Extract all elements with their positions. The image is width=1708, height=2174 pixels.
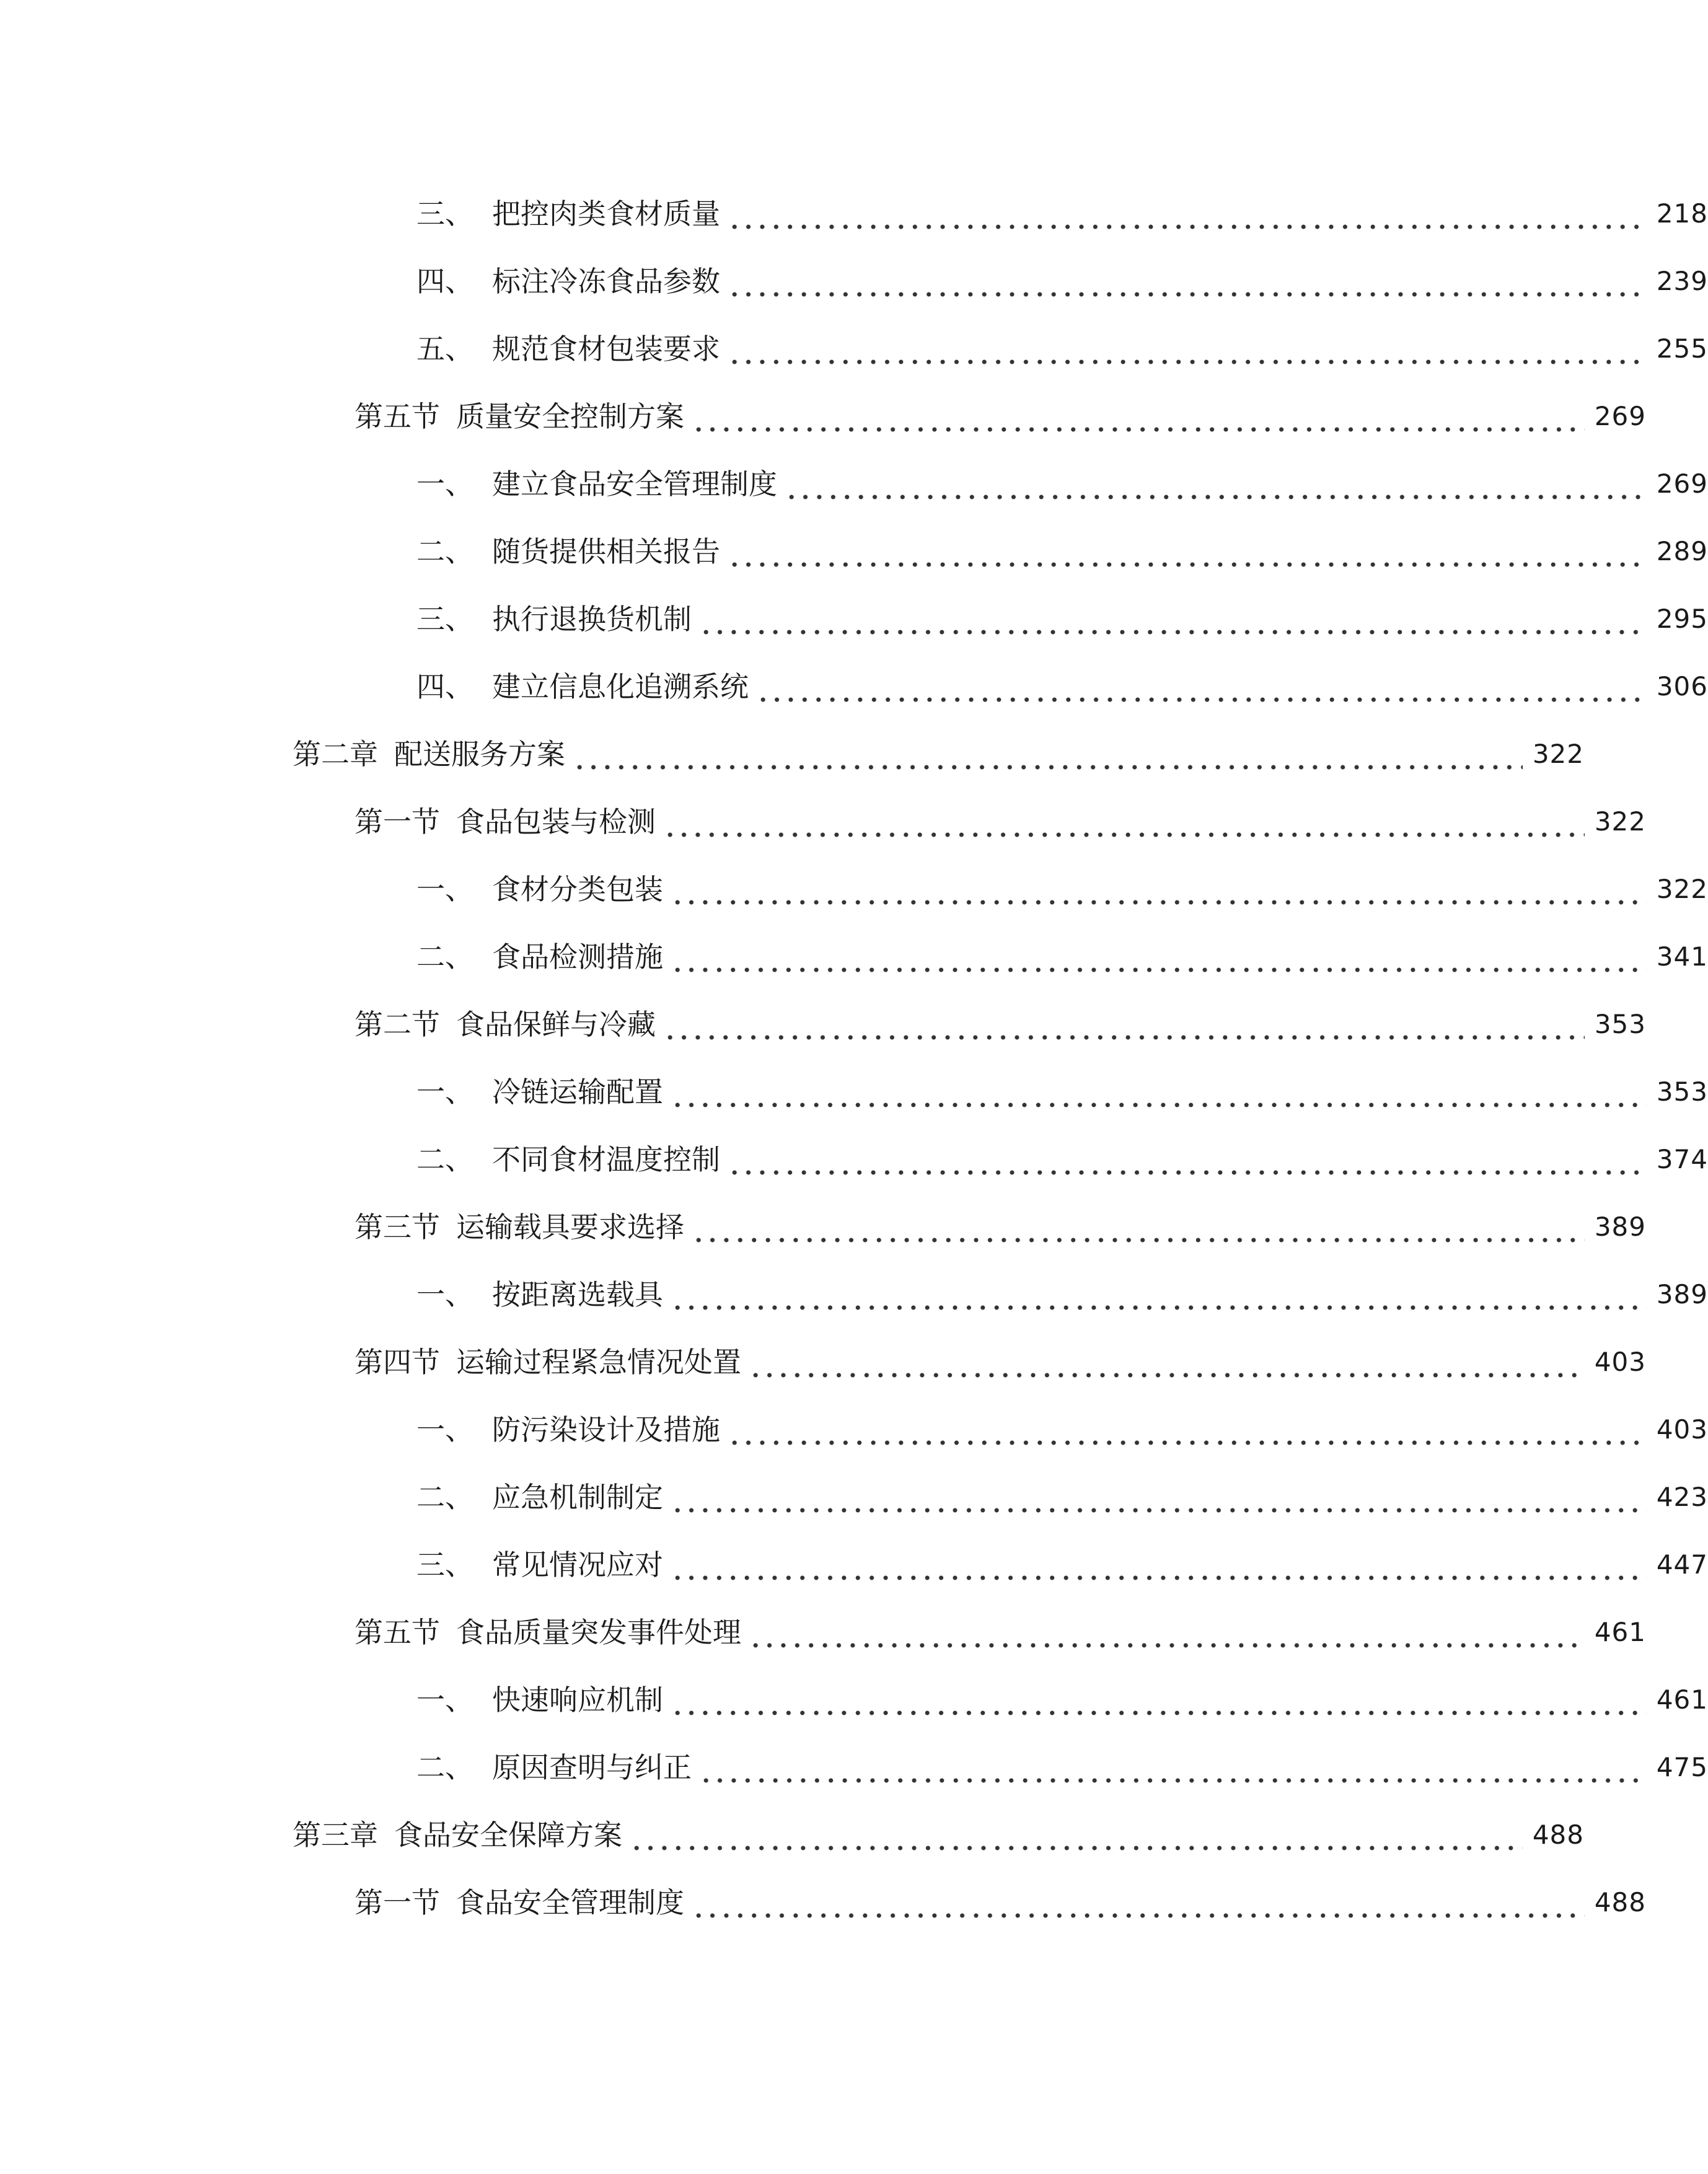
toc-page-number: 218 <box>1656 198 1708 229</box>
toc-entry-number: 一、 <box>416 1413 473 1446</box>
toc-entry[interactable] <box>0 1475 1708 1520</box>
toc-entry-number: 第一节 <box>354 1886 440 1919</box>
toc-entry[interactable] <box>0 1542 1708 1587</box>
dot-leader <box>699 597 1647 641</box>
toc-entry[interactable] <box>0 1272 1708 1317</box>
toc-page-number: 447 <box>1656 1549 1708 1580</box>
toc-entry-number: 第三节 <box>354 1210 440 1244</box>
toc-entry-title: 食品保鲜与冷藏 <box>456 1008 656 1041</box>
toc-page-number: 341 <box>1656 941 1708 972</box>
toc-page-number: 403 <box>1656 1414 1708 1445</box>
toc-entry-title: 常见情况应对 <box>492 1548 663 1582</box>
dot-leader <box>785 462 1647 506</box>
toc-page-number: 461 <box>1656 1684 1708 1715</box>
toc-page-number: 269 <box>1594 401 1646 431</box>
toc-entry-number: 第一节 <box>354 805 440 838</box>
dot-leader <box>671 867 1647 912</box>
toc-entry-number: 四、 <box>416 265 473 298</box>
toc-page-number: 306 <box>1656 671 1708 702</box>
toc-entry-title: 食品安全管理制度 <box>456 1886 684 1919</box>
toc-entry[interactable] <box>0 732 1584 777</box>
dot-leader <box>749 1340 1585 1384</box>
toc-entry-number: 二、 <box>416 940 473 974</box>
toc-entry-title: 防污染设计及措施 <box>492 1413 720 1446</box>
toc-page-number: 269 <box>1656 469 1708 499</box>
dot-leader <box>749 1610 1585 1655</box>
toc-entry-title: 随货提供相关报告 <box>492 535 720 568</box>
toc-entry-number: 二、 <box>416 1481 473 1514</box>
dot-leader <box>671 1070 1647 1114</box>
toc-entry-title: 快速响应机制 <box>492 1683 663 1717</box>
toc-entry-title: 标注冷冻食品参数 <box>492 265 720 298</box>
toc-entry-number: 一、 <box>416 1075 473 1109</box>
toc-entry-title: 原因查明与纠正 <box>492 1751 692 1784</box>
toc-entry-title: 食品安全保障方案 <box>394 1818 622 1852</box>
toc-entry-number: 四、 <box>416 670 473 703</box>
dot-leader <box>756 664 1647 709</box>
toc-entry-title: 把控肉类食材质量 <box>492 197 720 231</box>
dot-leader <box>728 1137 1647 1182</box>
toc-entry-number: 一、 <box>416 1683 473 1717</box>
toc-page-number: 488 <box>1594 1887 1646 1917</box>
dot-leader <box>692 394 1585 439</box>
dot-leader <box>671 1475 1647 1520</box>
toc-entry-number: 二、 <box>416 1751 473 1784</box>
toc-entry[interactable] <box>0 597 1708 641</box>
toc-entry-title: 食材分类包装 <box>492 873 663 906</box>
toc-page-number: 322 <box>1656 874 1708 904</box>
toc-entry-number: 一、 <box>416 467 473 501</box>
toc-entry[interactable] <box>0 529 1708 574</box>
toc-entry[interactable] <box>0 664 1708 709</box>
toc-page-number: 255 <box>1656 333 1708 364</box>
toc-entry-number: 一、 <box>416 1278 473 1311</box>
dot-leader <box>671 1542 1647 1587</box>
dot-leader <box>573 732 1523 777</box>
toc-entry-title: 运输过程紧急情况处置 <box>456 1345 741 1379</box>
dot-leader <box>663 1002 1585 1047</box>
toc-entry[interactable] <box>0 1137 1708 1182</box>
toc-entry[interactable] <box>0 327 1708 371</box>
toc-entry-number: 第二节 <box>354 1008 440 1041</box>
toc-entry[interactable] <box>0 1610 1646 1655</box>
toc-entry-number: 三、 <box>416 602 473 636</box>
toc-entry-title: 执行退换货机制 <box>492 602 692 636</box>
toc-entry-title: 规范食材包装要求 <box>492 332 720 366</box>
toc-page-number: 353 <box>1656 1076 1708 1107</box>
toc-entry-title: 按距离选载具 <box>492 1278 663 1311</box>
toc-page-number: 322 <box>1594 806 1646 837</box>
toc-entry-number: 三、 <box>416 1548 473 1582</box>
toc-entry-title: 建立食品安全管理制度 <box>492 467 777 501</box>
toc-page-number: 322 <box>1532 739 1584 769</box>
toc-entry[interactable] <box>0 1205 1646 1249</box>
toc-page-number: 374 <box>1656 1144 1708 1174</box>
toc-entry[interactable] <box>0 799 1646 844</box>
toc-entry-title: 配送服务方案 <box>394 737 565 771</box>
toc-page-number: 389 <box>1594 1212 1646 1242</box>
toc-entry[interactable] <box>0 259 1708 304</box>
toc-page-number: 403 <box>1594 1347 1646 1377</box>
toc-entry[interactable] <box>0 867 1708 912</box>
toc-entry-title: 应急机制制定 <box>492 1481 663 1514</box>
toc-entry-title: 冷链运输配置 <box>492 1075 663 1109</box>
toc-page-number: 295 <box>1656 604 1708 634</box>
dot-leader <box>671 1678 1647 1722</box>
toc-page-number: 389 <box>1656 1279 1708 1309</box>
toc-entry[interactable] <box>0 935 1708 979</box>
toc-entry-number: 一、 <box>416 873 473 906</box>
toc-entry-number: 第五节 <box>354 1616 440 1649</box>
toc-page-number: 475 <box>1656 1752 1708 1782</box>
toc-entry-number: 第二章 <box>293 737 378 771</box>
dot-leader <box>728 327 1647 371</box>
toc-entry-number: 五、 <box>416 332 473 366</box>
toc-entry[interactable] <box>0 1880 1646 1925</box>
toc-page-number: 461 <box>1594 1617 1646 1647</box>
toc-entry[interactable] <box>0 1678 1708 1722</box>
toc-page-number: 423 <box>1656 1482 1708 1512</box>
dot-leader <box>728 191 1647 236</box>
dot-leader <box>728 1407 1647 1452</box>
toc-entry-number: 第四节 <box>354 1345 440 1379</box>
dot-leader <box>630 1813 1523 1857</box>
toc-entry-number: 二、 <box>416 535 473 568</box>
toc-entry-title: 不同食材温度控制 <box>492 1143 720 1176</box>
toc-entry-title: 食品质量突发事件处理 <box>456 1616 741 1649</box>
toc-entry[interactable] <box>0 1407 1708 1452</box>
toc-page-number: 488 <box>1532 1820 1584 1850</box>
toc-entry-title: 质量安全控制方案 <box>456 400 684 433</box>
dot-leader <box>671 935 1647 979</box>
toc-entry[interactable] <box>0 462 1708 506</box>
toc-entry-number: 第五节 <box>354 400 440 433</box>
toc-entry[interactable] <box>0 1813 1584 1857</box>
dot-leader <box>699 1745 1647 1790</box>
toc-page-number: 353 <box>1594 1009 1646 1039</box>
toc-entry[interactable] <box>0 394 1646 439</box>
toc-entry-number: 第三章 <box>293 1818 378 1852</box>
toc-entry[interactable] <box>0 1002 1646 1047</box>
toc-entry-number: 二、 <box>416 1143 473 1176</box>
dot-leader <box>692 1205 1585 1249</box>
dot-leader <box>692 1880 1585 1925</box>
toc-entry[interactable] <box>0 1070 1708 1114</box>
dot-leader <box>663 799 1585 844</box>
dot-leader <box>728 259 1647 304</box>
toc-entry[interactable] <box>0 1340 1646 1384</box>
toc-entry-title: 食品检测措施 <box>492 940 663 974</box>
toc-page-number: 239 <box>1656 266 1708 296</box>
dot-leader <box>728 529 1647 574</box>
toc-entry[interactable] <box>0 1745 1708 1790</box>
toc-entry[interactable] <box>0 191 1708 236</box>
dot-leader <box>671 1272 1647 1317</box>
toc-entry-title: 建立信息化追溯系统 <box>492 670 749 703</box>
toc-entry-title: 运输载具要求选择 <box>456 1210 684 1244</box>
toc-entry-title: 食品包装与检测 <box>456 805 656 838</box>
toc-entry-number: 三、 <box>416 197 473 231</box>
toc-page-number: 289 <box>1656 536 1708 566</box>
